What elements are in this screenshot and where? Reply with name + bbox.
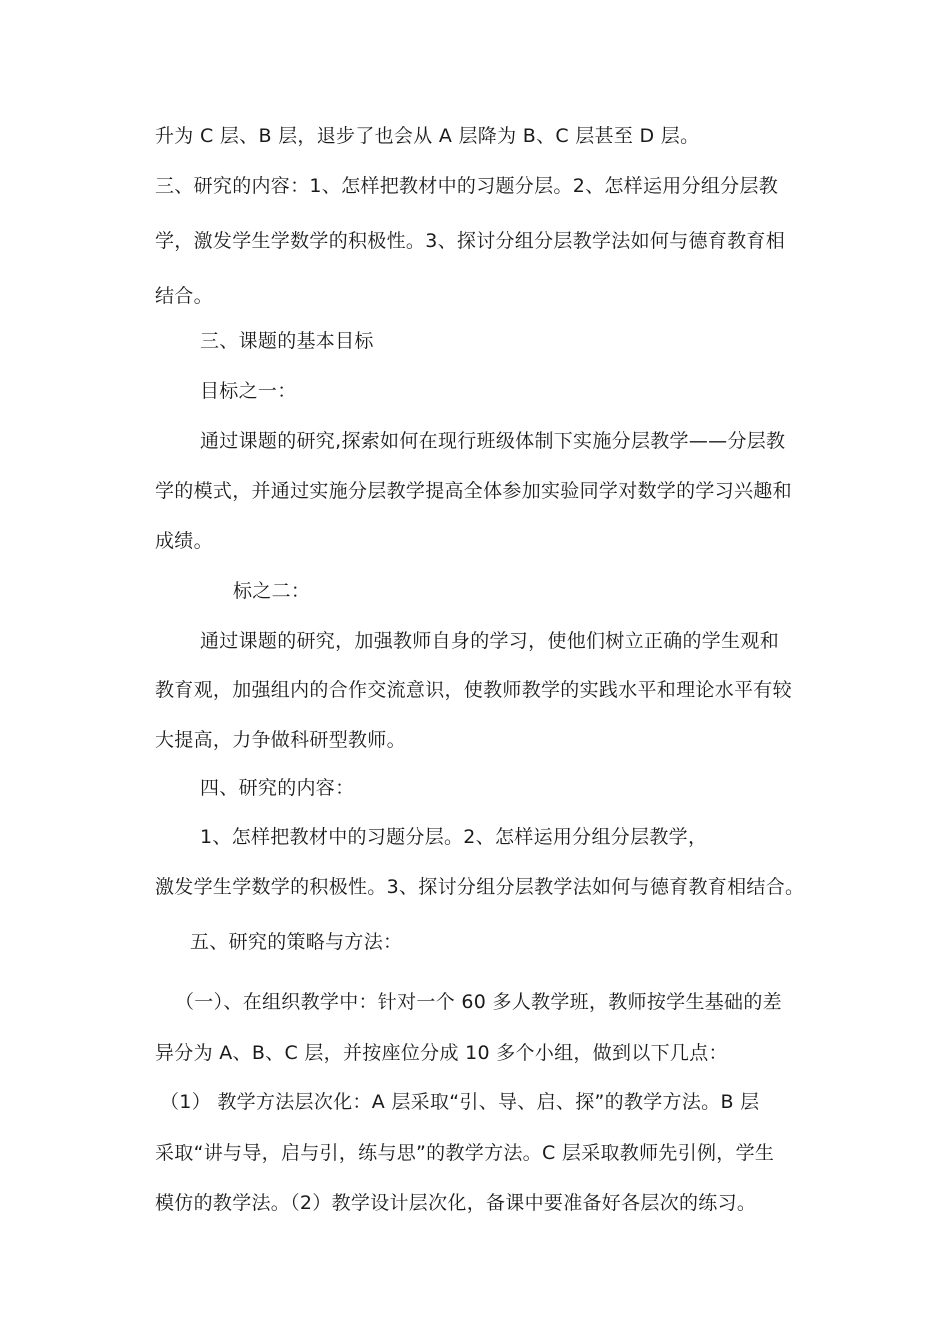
text-line: 教育观，加强组内的合作交流意识，使教师教学的实践水平和理论水平有较 [155,679,792,701]
subheading: 目标之一： [200,380,297,402]
text-line: 通过课题的研究，加强教师自身的学习，使他们树立正确的学生观和 [200,630,780,652]
text-line: 1、怎样把教材中的习题分层。2、怎样运用分组分层教学， [200,826,708,848]
text-line: 学的模式，并通过实施分层教学提高全体参加实验同学对数学的学习兴趣和 [155,480,792,502]
text-line: （一）、在组织教学中：针对一个 60 多人教学班，教师按学生基础的差 [175,991,782,1013]
text-line: 三、研究的内容：1、怎样把教材中的习题分层。2、怎样运用分组分层教 [155,175,779,197]
text-line: 升为 C 层、B 层，退步了也会从 A 层降为 B、C 层甚至 D 层。 [155,125,700,147]
text-line: 结合。 [155,285,213,307]
text-line: 异分为 A、B、C 层，并按座位分成 10 多个小组，做到以下几点： [155,1042,728,1064]
section-heading: 三、课题的基本目标 [200,330,374,352]
section-heading: 五、研究的策略与方法： [190,931,403,953]
text-line: 成绩。 [155,530,213,552]
subheading: 标之二： [233,580,311,602]
text-line: 模仿的教学法。（2）教学设计层次化，备课中要准备好各层次的练习。 [155,1192,757,1214]
text-line: 采取“讲与导，启与引，练与思”的教学方法。C 层采取教师先引例，学生 [155,1142,775,1164]
text-line: 通过课题的研究,探索如何在现行班级体制下实施分层教学——分层教 [200,430,786,452]
text-line: 激发学生学数学的积极性。3、探讨分组分层教学法如何与德育教育相结合。 [155,876,805,898]
text-line: （1） 教学方法层次化：A 层采取“引、导、启、探”的教学方法。B 层 [160,1091,760,1113]
section-heading: 四、研究的内容： [200,777,355,799]
text-line: 学，激发学生学数学的积极性。3、探讨分组分层教学法如何与德育教育相 [155,230,785,252]
text-line: 大提高，力争做科研型教师。 [155,729,406,751]
